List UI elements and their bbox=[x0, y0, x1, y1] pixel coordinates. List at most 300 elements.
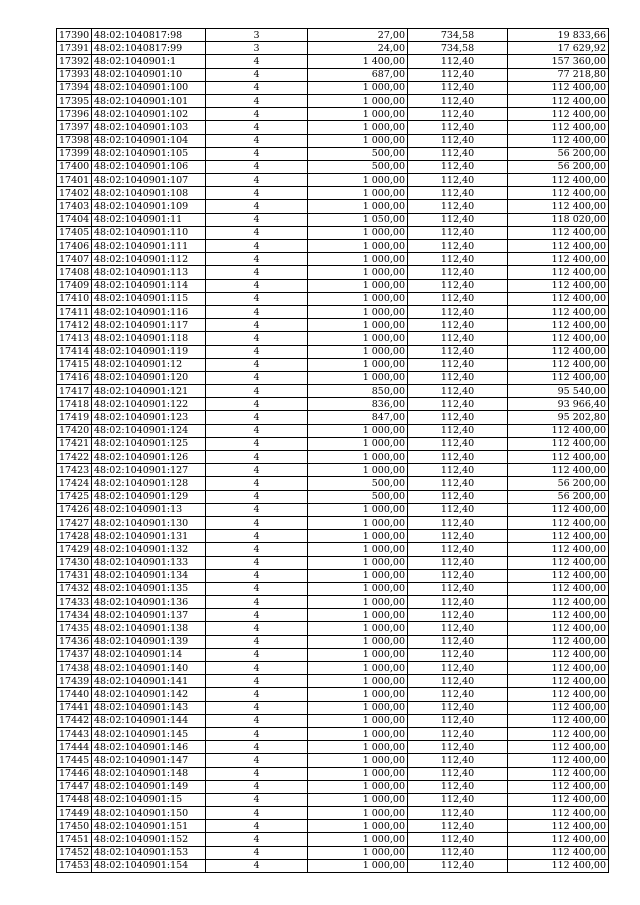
category-cell: 4 bbox=[206, 160, 308, 173]
table-row bbox=[57, 266, 609, 279]
category-cell: 4 bbox=[206, 213, 308, 226]
specific-value-cell: 112,40 bbox=[408, 345, 508, 358]
row-number-cell: 17420 bbox=[57, 424, 92, 437]
row-number-cell: 17411 bbox=[57, 305, 92, 318]
cadastral-value-cell: 112 400,00 bbox=[508, 807, 609, 820]
cadastral-number-cell: 48:02:1040901:101 bbox=[92, 94, 206, 107]
row-number-cell: 17418 bbox=[57, 398, 92, 411]
row-number-cell: 17450 bbox=[57, 820, 92, 833]
area-cell: 1 000,00 bbox=[308, 767, 408, 780]
cadastral-number-cell: 48:02:1040901:148 bbox=[92, 767, 206, 780]
cadastral-number-cell: 48:02:1040901:11 bbox=[92, 213, 206, 226]
cadastral-number-cell: 48:02:1040901:108 bbox=[92, 187, 206, 200]
category-cell: 4 bbox=[206, 385, 308, 398]
cadastral-value-cell: 112 400,00 bbox=[508, 226, 609, 239]
category-cell: 4 bbox=[206, 807, 308, 820]
area-cell: 1 000,00 bbox=[308, 345, 408, 358]
row-number-cell: 17433 bbox=[57, 596, 92, 609]
cadastral-value-cell: 95 540,00 bbox=[508, 385, 609, 398]
row-number-cell: 17447 bbox=[57, 780, 92, 793]
area-cell: 1 000,00 bbox=[308, 635, 408, 648]
specific-value-cell: 112,40 bbox=[408, 160, 508, 173]
table-row bbox=[57, 780, 609, 793]
row-number-cell: 17398 bbox=[57, 134, 92, 147]
cadastral-number-cell: 48:02:1040901:1 bbox=[92, 55, 206, 68]
area-cell: 500,00 bbox=[308, 490, 408, 503]
specific-value-cell: 112,40 bbox=[408, 437, 508, 450]
cadastral-number-cell: 48:02:1040901:106 bbox=[92, 160, 206, 173]
area-cell: 1 000,00 bbox=[308, 464, 408, 477]
table-row bbox=[57, 807, 609, 820]
table-row bbox=[57, 846, 609, 859]
specific-value-cell: 112,40 bbox=[408, 305, 508, 318]
table-row bbox=[57, 609, 609, 622]
area-cell: 1 000,00 bbox=[308, 292, 408, 305]
specific-value-cell: 112,40 bbox=[408, 569, 508, 582]
specific-value-cell: 112,40 bbox=[408, 371, 508, 384]
specific-value-cell: 112,40 bbox=[408, 464, 508, 477]
specific-value-cell: 112,40 bbox=[408, 319, 508, 332]
table-body bbox=[57, 29, 609, 873]
cadastral-number-cell: 48:02:1040901:154 bbox=[92, 859, 206, 872]
specific-value-cell: 112,40 bbox=[408, 398, 508, 411]
category-cell: 4 bbox=[206, 68, 308, 81]
category-cell: 4 bbox=[206, 411, 308, 424]
row-number-cell: 17427 bbox=[57, 516, 92, 529]
area-cell: 1 000,00 bbox=[308, 516, 408, 529]
category-cell: 4 bbox=[206, 279, 308, 292]
table-row bbox=[57, 727, 609, 740]
row-number-cell: 17437 bbox=[57, 648, 92, 661]
cadastral-value-cell: 77 218,80 bbox=[508, 68, 609, 81]
area-cell: 24,00 bbox=[308, 42, 408, 55]
row-number-cell: 17446 bbox=[57, 767, 92, 780]
specific-value-cell: 734,58 bbox=[408, 29, 508, 42]
specific-value-cell: 112,40 bbox=[408, 477, 508, 490]
row-number-cell: 17428 bbox=[57, 530, 92, 543]
category-cell: 4 bbox=[206, 253, 308, 266]
cadastral-number-cell: 48:02:1040901:138 bbox=[92, 622, 206, 635]
cadastral-number-cell: 48:02:1040901:141 bbox=[92, 675, 206, 688]
category-cell: 4 bbox=[206, 81, 308, 94]
table-row bbox=[57, 424, 609, 437]
cadastral-number-cell: 48:02:1040901:145 bbox=[92, 727, 206, 740]
area-cell: 1 000,00 bbox=[308, 319, 408, 332]
specific-value-cell: 112,40 bbox=[408, 81, 508, 94]
specific-value-cell: 112,40 bbox=[408, 200, 508, 213]
row-number-cell: 17397 bbox=[57, 121, 92, 134]
cadastral-value-cell: 112 400,00 bbox=[508, 437, 609, 450]
row-number-cell: 17390 bbox=[57, 29, 92, 42]
row-number-cell: 17414 bbox=[57, 345, 92, 358]
category-cell: 4 bbox=[206, 398, 308, 411]
row-number-cell: 17391 bbox=[57, 42, 92, 55]
table-row bbox=[57, 582, 609, 595]
row-number-cell: 17421 bbox=[57, 437, 92, 450]
table-row bbox=[57, 319, 609, 332]
cadastral-number-cell: 48:02:1040901:112 bbox=[92, 253, 206, 266]
cadastral-number-cell: 48:02:1040901:125 bbox=[92, 437, 206, 450]
row-number-cell: 17419 bbox=[57, 411, 92, 424]
row-number-cell: 17395 bbox=[57, 94, 92, 107]
category-cell: 3 bbox=[206, 42, 308, 55]
cadastral-value-cell: 112 400,00 bbox=[508, 319, 609, 332]
cadastral-number-cell: 48:02:1040901:136 bbox=[92, 596, 206, 609]
table-row bbox=[57, 371, 609, 384]
category-cell: 4 bbox=[206, 319, 308, 332]
specific-value-cell: 112,40 bbox=[408, 727, 508, 740]
row-number-cell: 17442 bbox=[57, 714, 92, 727]
area-cell: 1 000,00 bbox=[308, 332, 408, 345]
cadastral-value-cell: 112 400,00 bbox=[508, 187, 609, 200]
table-row bbox=[57, 213, 609, 226]
table-row bbox=[57, 94, 609, 107]
table-row bbox=[57, 464, 609, 477]
area-cell: 1 000,00 bbox=[308, 780, 408, 793]
row-number-cell: 17415 bbox=[57, 358, 92, 371]
area-cell: 847,00 bbox=[308, 411, 408, 424]
category-cell: 4 bbox=[206, 530, 308, 543]
table-row bbox=[57, 516, 609, 529]
cadastral-value-cell: 112 400,00 bbox=[508, 358, 609, 371]
specific-value-cell: 112,40 bbox=[408, 332, 508, 345]
row-number-cell: 17436 bbox=[57, 635, 92, 648]
category-cell: 4 bbox=[206, 292, 308, 305]
row-number-cell: 17430 bbox=[57, 556, 92, 569]
table-row bbox=[57, 68, 609, 81]
specific-value-cell: 112,40 bbox=[408, 793, 508, 806]
row-number-cell: 17441 bbox=[57, 701, 92, 714]
cadastral-number-cell: 48:02:1040901:137 bbox=[92, 609, 206, 622]
cadastral-value-cell: 112 400,00 bbox=[508, 859, 609, 872]
category-cell: 4 bbox=[206, 108, 308, 121]
specific-value-cell: 112,40 bbox=[408, 675, 508, 688]
cadastral-number-cell: 48:02:1040817:98 bbox=[92, 29, 206, 42]
table-row bbox=[57, 385, 609, 398]
area-cell: 1 000,00 bbox=[308, 662, 408, 675]
category-cell: 4 bbox=[206, 662, 308, 675]
cadastral-value-cell: 56 200,00 bbox=[508, 147, 609, 160]
cadastral-number-cell: 48:02:1040901:104 bbox=[92, 134, 206, 147]
cadastral-number-cell: 48:02:1040901:14 bbox=[92, 648, 206, 661]
area-cell: 1 000,00 bbox=[308, 556, 408, 569]
table-row bbox=[57, 767, 609, 780]
cadastral-number-cell: 48:02:1040901:15 bbox=[92, 793, 206, 806]
table-row bbox=[57, 754, 609, 767]
cadastral-number-cell: 48:02:1040901:109 bbox=[92, 200, 206, 213]
cadastral-number-cell: 48:02:1040901:135 bbox=[92, 582, 206, 595]
category-cell: 4 bbox=[206, 793, 308, 806]
cadastral-value-cell: 112 400,00 bbox=[508, 503, 609, 516]
cadastral-number-cell: 48:02:1040901:113 bbox=[92, 266, 206, 279]
cadastral-number-cell: 48:02:1040901:120 bbox=[92, 371, 206, 384]
area-cell: 1 000,00 bbox=[308, 200, 408, 213]
area-cell: 1 000,00 bbox=[308, 543, 408, 556]
table-row bbox=[57, 530, 609, 543]
cadastral-number-cell: 48:02:1040901:153 bbox=[92, 846, 206, 859]
cadastral-number-cell: 48:02:1040901:103 bbox=[92, 121, 206, 134]
category-cell: 4 bbox=[206, 174, 308, 187]
category-cell: 4 bbox=[206, 266, 308, 279]
cadastral-value-cell: 112 400,00 bbox=[508, 81, 609, 94]
cadastral-number-cell: 48:02:1040901:123 bbox=[92, 411, 206, 424]
category-cell: 4 bbox=[206, 424, 308, 437]
cadastral-value-cell: 112 400,00 bbox=[508, 543, 609, 556]
specific-value-cell: 112,40 bbox=[408, 411, 508, 424]
row-number-cell: 17394 bbox=[57, 81, 92, 94]
cadastral-value-cell: 112 400,00 bbox=[508, 424, 609, 437]
table-row bbox=[57, 635, 609, 648]
specific-value-cell: 112,40 bbox=[408, 609, 508, 622]
cadastral-number-cell: 48:02:1040901:116 bbox=[92, 305, 206, 318]
cadastral-number-cell: 48:02:1040901:140 bbox=[92, 662, 206, 675]
table-row bbox=[57, 55, 609, 68]
cadastral-number-cell: 48:02:1040901:126 bbox=[92, 451, 206, 464]
row-number-cell: 17410 bbox=[57, 292, 92, 305]
specific-value-cell: 112,40 bbox=[408, 490, 508, 503]
row-number-cell: 17407 bbox=[57, 253, 92, 266]
area-cell: 1 000,00 bbox=[308, 240, 408, 253]
table-row bbox=[57, 345, 609, 358]
cadastral-value-cell: 112 400,00 bbox=[508, 767, 609, 780]
area-cell: 1 000,00 bbox=[308, 859, 408, 872]
cadastral-number-cell: 48:02:1040901:134 bbox=[92, 569, 206, 582]
category-cell: 4 bbox=[206, 596, 308, 609]
table-row bbox=[57, 503, 609, 516]
area-cell: 1 000,00 bbox=[308, 622, 408, 635]
cadastral-number-cell: 48:02:1040901:100 bbox=[92, 81, 206, 94]
table-row bbox=[57, 187, 609, 200]
cadastral-value-cell: 112 400,00 bbox=[508, 635, 609, 648]
category-cell: 4 bbox=[206, 226, 308, 239]
category-cell: 4 bbox=[206, 767, 308, 780]
table-row bbox=[57, 820, 609, 833]
cadastral-value-cell: 112 400,00 bbox=[508, 94, 609, 107]
specific-value-cell: 112,40 bbox=[408, 94, 508, 107]
specific-value-cell: 112,40 bbox=[408, 451, 508, 464]
category-cell: 4 bbox=[206, 345, 308, 358]
cadastral-number-cell: 48:02:1040901:127 bbox=[92, 464, 206, 477]
row-number-cell: 17422 bbox=[57, 451, 92, 464]
specific-value-cell: 112,40 bbox=[408, 68, 508, 81]
row-number-cell: 17423 bbox=[57, 464, 92, 477]
category-cell: 4 bbox=[206, 635, 308, 648]
table-row bbox=[57, 121, 609, 134]
cadastral-value-cell: 112 400,00 bbox=[508, 451, 609, 464]
specific-value-cell: 112,40 bbox=[408, 767, 508, 780]
table-row bbox=[57, 596, 609, 609]
specific-value-cell: 112,40 bbox=[408, 662, 508, 675]
row-number-cell: 17417 bbox=[57, 385, 92, 398]
row-number-cell: 17399 bbox=[57, 147, 92, 160]
specific-value-cell: 112,40 bbox=[408, 846, 508, 859]
row-number-cell: 17440 bbox=[57, 688, 92, 701]
category-cell: 4 bbox=[206, 569, 308, 582]
cadastral-number-cell: 48:02:1040901:114 bbox=[92, 279, 206, 292]
cadastral-value-cell: 112 400,00 bbox=[508, 754, 609, 767]
table-row bbox=[57, 226, 609, 239]
table-row bbox=[57, 42, 609, 55]
area-cell: 1 000,00 bbox=[308, 371, 408, 384]
cadastral-value-cell: 112 400,00 bbox=[508, 292, 609, 305]
area-cell: 850,00 bbox=[308, 385, 408, 398]
cadastral-number-cell: 48:02:1040901:152 bbox=[92, 833, 206, 846]
category-cell: 4 bbox=[206, 490, 308, 503]
specific-value-cell: 112,40 bbox=[408, 253, 508, 266]
specific-value-cell: 112,40 bbox=[408, 213, 508, 226]
category-cell: 4 bbox=[206, 477, 308, 490]
row-number-cell: 17401 bbox=[57, 174, 92, 187]
table-row bbox=[57, 200, 609, 213]
category-cell: 3 bbox=[206, 29, 308, 42]
cadastral-number-cell: 48:02:1040901:129 bbox=[92, 490, 206, 503]
cadastral-value-cell: 112 400,00 bbox=[508, 780, 609, 793]
specific-value-cell: 112,40 bbox=[408, 121, 508, 134]
table-row bbox=[57, 292, 609, 305]
cadastral-value-cell: 112 400,00 bbox=[508, 727, 609, 740]
row-number-cell: 17449 bbox=[57, 807, 92, 820]
cadastral-value-cell: 112 400,00 bbox=[508, 701, 609, 714]
table-row bbox=[57, 174, 609, 187]
cadastral-number-cell: 48:02:1040901:128 bbox=[92, 477, 206, 490]
specific-value-cell: 112,40 bbox=[408, 516, 508, 529]
table-row bbox=[57, 398, 609, 411]
specific-value-cell: 112,40 bbox=[408, 648, 508, 661]
area-cell: 1 000,00 bbox=[308, 793, 408, 806]
specific-value-cell: 112,40 bbox=[408, 279, 508, 292]
cadastral-value-cell: 56 200,00 bbox=[508, 160, 609, 173]
table-row bbox=[57, 556, 609, 569]
area-cell: 1 000,00 bbox=[308, 701, 408, 714]
row-number-cell: 17426 bbox=[57, 503, 92, 516]
cadastral-number-cell: 48:02:1040901:115 bbox=[92, 292, 206, 305]
row-number-cell: 17443 bbox=[57, 727, 92, 740]
specific-value-cell: 112,40 bbox=[408, 134, 508, 147]
area-cell: 500,00 bbox=[308, 477, 408, 490]
category-cell: 4 bbox=[206, 503, 308, 516]
row-number-cell: 17445 bbox=[57, 754, 92, 767]
specific-value-cell: 112,40 bbox=[408, 266, 508, 279]
cadastral-number-cell: 48:02:1040901:132 bbox=[92, 543, 206, 556]
category-cell: 4 bbox=[206, 200, 308, 213]
cadastral-number-cell: 48:02:1040901:150 bbox=[92, 807, 206, 820]
cadastral-value-cell: 95 202,80 bbox=[508, 411, 609, 424]
cadastral-number-cell: 48:02:1040901:105 bbox=[92, 147, 206, 160]
category-cell: 4 bbox=[206, 741, 308, 754]
area-cell: 1 000,00 bbox=[308, 253, 408, 266]
row-number-cell: 17406 bbox=[57, 240, 92, 253]
table-row bbox=[57, 741, 609, 754]
cadastral-value-cell: 112 400,00 bbox=[508, 530, 609, 543]
specific-value-cell: 112,40 bbox=[408, 820, 508, 833]
area-cell: 1 000,00 bbox=[308, 714, 408, 727]
row-number-cell: 17431 bbox=[57, 569, 92, 582]
row-number-cell: 17438 bbox=[57, 662, 92, 675]
row-number-cell: 17453 bbox=[57, 859, 92, 872]
row-number-cell: 17402 bbox=[57, 187, 92, 200]
specific-value-cell: 734,58 bbox=[408, 42, 508, 55]
area-cell: 1 050,00 bbox=[308, 213, 408, 226]
cadastral-value-cell: 112 400,00 bbox=[508, 846, 609, 859]
table-row bbox=[57, 451, 609, 464]
category-cell: 4 bbox=[206, 437, 308, 450]
area-cell: 1 000,00 bbox=[308, 569, 408, 582]
category-cell: 4 bbox=[206, 543, 308, 556]
category-cell: 4 bbox=[206, 332, 308, 345]
table-row bbox=[57, 859, 609, 872]
cadastral-value-cell: 112 400,00 bbox=[508, 332, 609, 345]
specific-value-cell: 112,40 bbox=[408, 108, 508, 121]
row-number-cell: 17403 bbox=[57, 200, 92, 213]
area-cell: 500,00 bbox=[308, 160, 408, 173]
row-number-cell: 17424 bbox=[57, 477, 92, 490]
area-cell: 1 000,00 bbox=[308, 688, 408, 701]
cadastral-value-cell: 112 400,00 bbox=[508, 582, 609, 595]
specific-value-cell: 112,40 bbox=[408, 833, 508, 846]
area-cell: 27,00 bbox=[308, 29, 408, 42]
cadastral-value-cell: 19 833,66 bbox=[508, 29, 609, 42]
row-number-cell: 17448 bbox=[57, 793, 92, 806]
category-cell: 4 bbox=[206, 516, 308, 529]
area-cell: 687,00 bbox=[308, 68, 408, 81]
cadastral-value-cell: 118 020,00 bbox=[508, 213, 609, 226]
category-cell: 4 bbox=[206, 451, 308, 464]
area-cell: 1 000,00 bbox=[308, 437, 408, 450]
specific-value-cell: 112,40 bbox=[408, 543, 508, 556]
cadastral-number-cell: 48:02:1040901:117 bbox=[92, 319, 206, 332]
specific-value-cell: 112,40 bbox=[408, 859, 508, 872]
row-number-cell: 17416 bbox=[57, 371, 92, 384]
area-cell: 1 000,00 bbox=[308, 675, 408, 688]
specific-value-cell: 112,40 bbox=[408, 424, 508, 437]
area-cell: 1 000,00 bbox=[308, 121, 408, 134]
cadastral-number-cell: 48:02:1040901:119 bbox=[92, 345, 206, 358]
cadastral-value-cell: 112 400,00 bbox=[508, 279, 609, 292]
cadastral-number-cell: 48:02:1040901:143 bbox=[92, 701, 206, 714]
area-cell: 1 000,00 bbox=[308, 108, 408, 121]
cadastral-number-cell: 48:02:1040901:12 bbox=[92, 358, 206, 371]
table-row bbox=[57, 714, 609, 727]
area-cell: 1 000,00 bbox=[308, 187, 408, 200]
row-number-cell: 17412 bbox=[57, 319, 92, 332]
specific-value-cell: 112,40 bbox=[408, 807, 508, 820]
table-row bbox=[57, 81, 609, 94]
table-row bbox=[57, 648, 609, 661]
table-row bbox=[57, 253, 609, 266]
area-cell: 1 000,00 bbox=[308, 807, 408, 820]
area-cell: 1 000,00 bbox=[308, 424, 408, 437]
cadastral-number-cell: 48:02:1040901:130 bbox=[92, 516, 206, 529]
area-cell: 1 000,00 bbox=[308, 820, 408, 833]
table-row bbox=[57, 29, 609, 42]
category-cell: 4 bbox=[206, 859, 308, 872]
cadastral-value-cell: 157 360,00 bbox=[508, 55, 609, 68]
cadastral-value-cell: 112 400,00 bbox=[508, 121, 609, 134]
cadastral-number-cell: 48:02:1040901:124 bbox=[92, 424, 206, 437]
specific-value-cell: 112,40 bbox=[408, 226, 508, 239]
cadastral-number-cell: 48:02:1040901:121 bbox=[92, 385, 206, 398]
specific-value-cell: 112,40 bbox=[408, 147, 508, 160]
row-number-cell: 17405 bbox=[57, 226, 92, 239]
cadastral-value-cell: 112 400,00 bbox=[508, 675, 609, 688]
category-cell: 4 bbox=[206, 134, 308, 147]
area-cell: 1 000,00 bbox=[308, 530, 408, 543]
row-number-cell: 17409 bbox=[57, 279, 92, 292]
cadastral-value-cell: 112 400,00 bbox=[508, 793, 609, 806]
cadastral-number-cell: 48:02:1040901:133 bbox=[92, 556, 206, 569]
cadastral-value-cell: 112 400,00 bbox=[508, 833, 609, 846]
category-cell: 4 bbox=[206, 556, 308, 569]
